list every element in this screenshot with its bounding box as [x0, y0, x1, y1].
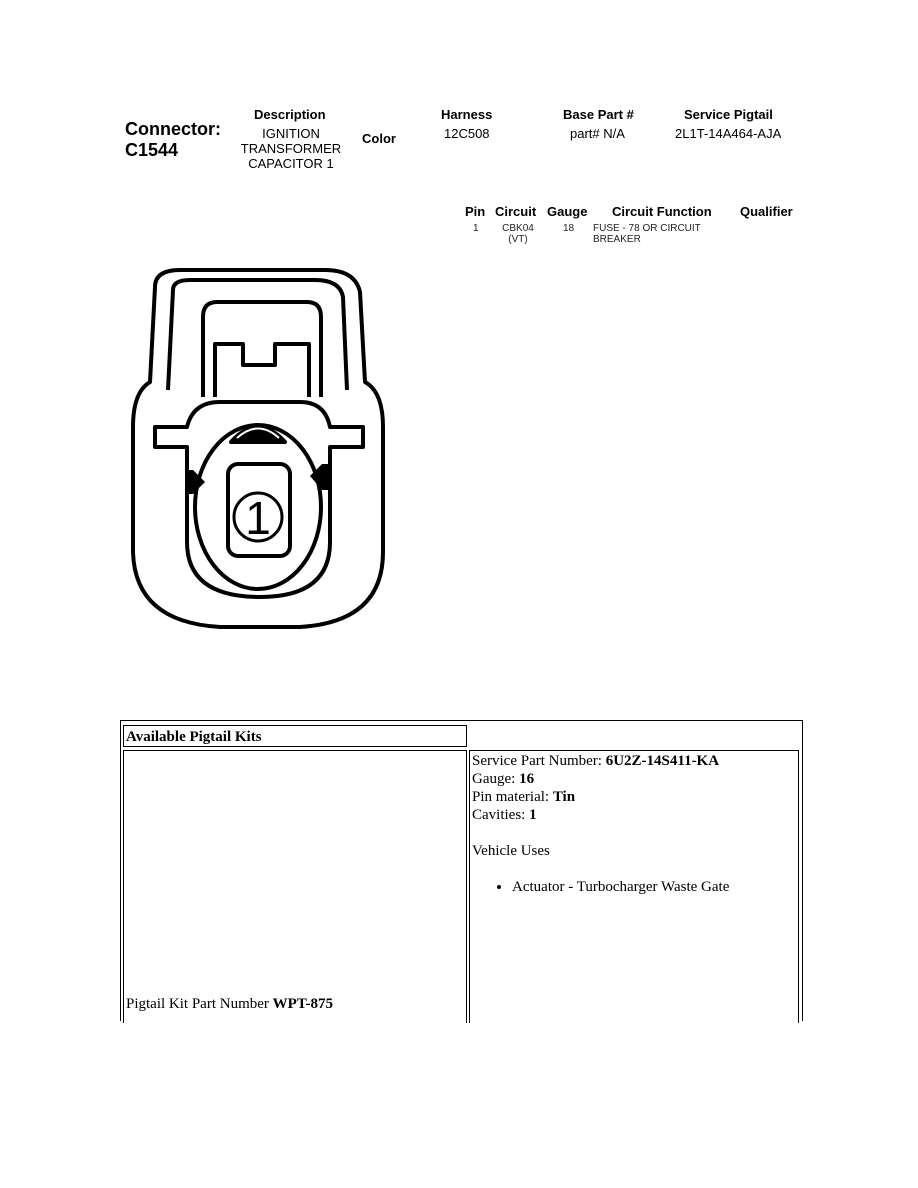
housing-inner-line: [168, 290, 173, 390]
description-line: TRANSFORMER: [240, 141, 342, 156]
description-value: [226, 126, 356, 171]
pigtail-kit-text: [126, 995, 333, 1013]
cavities-value: 1: [529, 807, 537, 823]
service-part-label: Service Part Number:: [472, 753, 606, 769]
harness-header: Harness: [441, 107, 493, 122]
function-cell: [593, 223, 701, 245]
gauge-value: 16: [519, 771, 535, 787]
kit-label: Pigtail Kit Part Number: [126, 996, 273, 1012]
description-line: IGNITION: [262, 126, 320, 141]
circuit-line: (VT): [508, 234, 528, 245]
vehicle-uses-list: [472, 878, 798, 896]
description-header: Description: [254, 107, 326, 122]
pigtail-details: [470, 751, 798, 896]
pigtail-kit-cell: [123, 750, 467, 1023]
pin-material-value: Tin: [552, 789, 576, 805]
service-pigtail-header: Service Pigtail: [684, 107, 773, 122]
gauge-header: Gauge: [547, 204, 588, 219]
pin-number-label: 1: [245, 492, 271, 544]
color-label: Color: [362, 131, 396, 146]
latch-outer: [203, 302, 321, 397]
pin-cell: 1: [473, 223, 479, 234]
pin-header: Pin: [465, 204, 486, 219]
function-line: FUSE - 78 OR CIRCUIT: [593, 223, 701, 234]
gauge-cell: 18: [563, 223, 575, 234]
pigtail-table: [120, 720, 803, 1021]
connector-id: C1544: [125, 140, 179, 160]
pigtail-header: Available Pigtail Kits: [126, 729, 262, 745]
pin-material-label: Pin material:: [472, 789, 553, 805]
circuit-cell: [499, 223, 537, 245]
circuit-header: Circuit: [495, 204, 537, 219]
connector-label: Connector:: [125, 119, 221, 139]
gauge-line: [472, 770, 798, 788]
service-part-line: [472, 752, 798, 770]
service-pigtail-value: 2L1T-14A464-AJA: [675, 126, 782, 141]
gauge-label: Gauge:: [472, 771, 520, 787]
cavities-label: Cavities:: [472, 807, 530, 823]
description-line: CAPACITOR 1: [248, 156, 334, 171]
harness-value: 12C508: [444, 126, 490, 141]
pigtail-header-cell: [123, 725, 467, 747]
vehicle-uses-label: Vehicle Uses: [472, 843, 550, 859]
pigtail-details-cell: [469, 750, 799, 1023]
kit-number: WPT-875: [272, 996, 333, 1012]
qualifier-header: Qualifier: [740, 204, 793, 219]
vehicle-use-item: • Actuator - Turbocharger Waste Gate: [512, 878, 798, 896]
cavities-line: [472, 806, 798, 824]
circuit-line: CBK04: [502, 223, 534, 234]
pin-material-line: [472, 788, 798, 806]
circuit-function-header: Circuit Function: [612, 204, 712, 219]
base-part-header: Base Part #: [563, 107, 634, 122]
service-part-value: 6U2Z-14S411-KA: [605, 753, 720, 769]
latch-inner: [215, 344, 309, 397]
connector-face-diagram: [125, 262, 390, 637]
function-line: BREAKER: [593, 234, 641, 245]
base-part-value: part# N/A: [570, 126, 625, 141]
